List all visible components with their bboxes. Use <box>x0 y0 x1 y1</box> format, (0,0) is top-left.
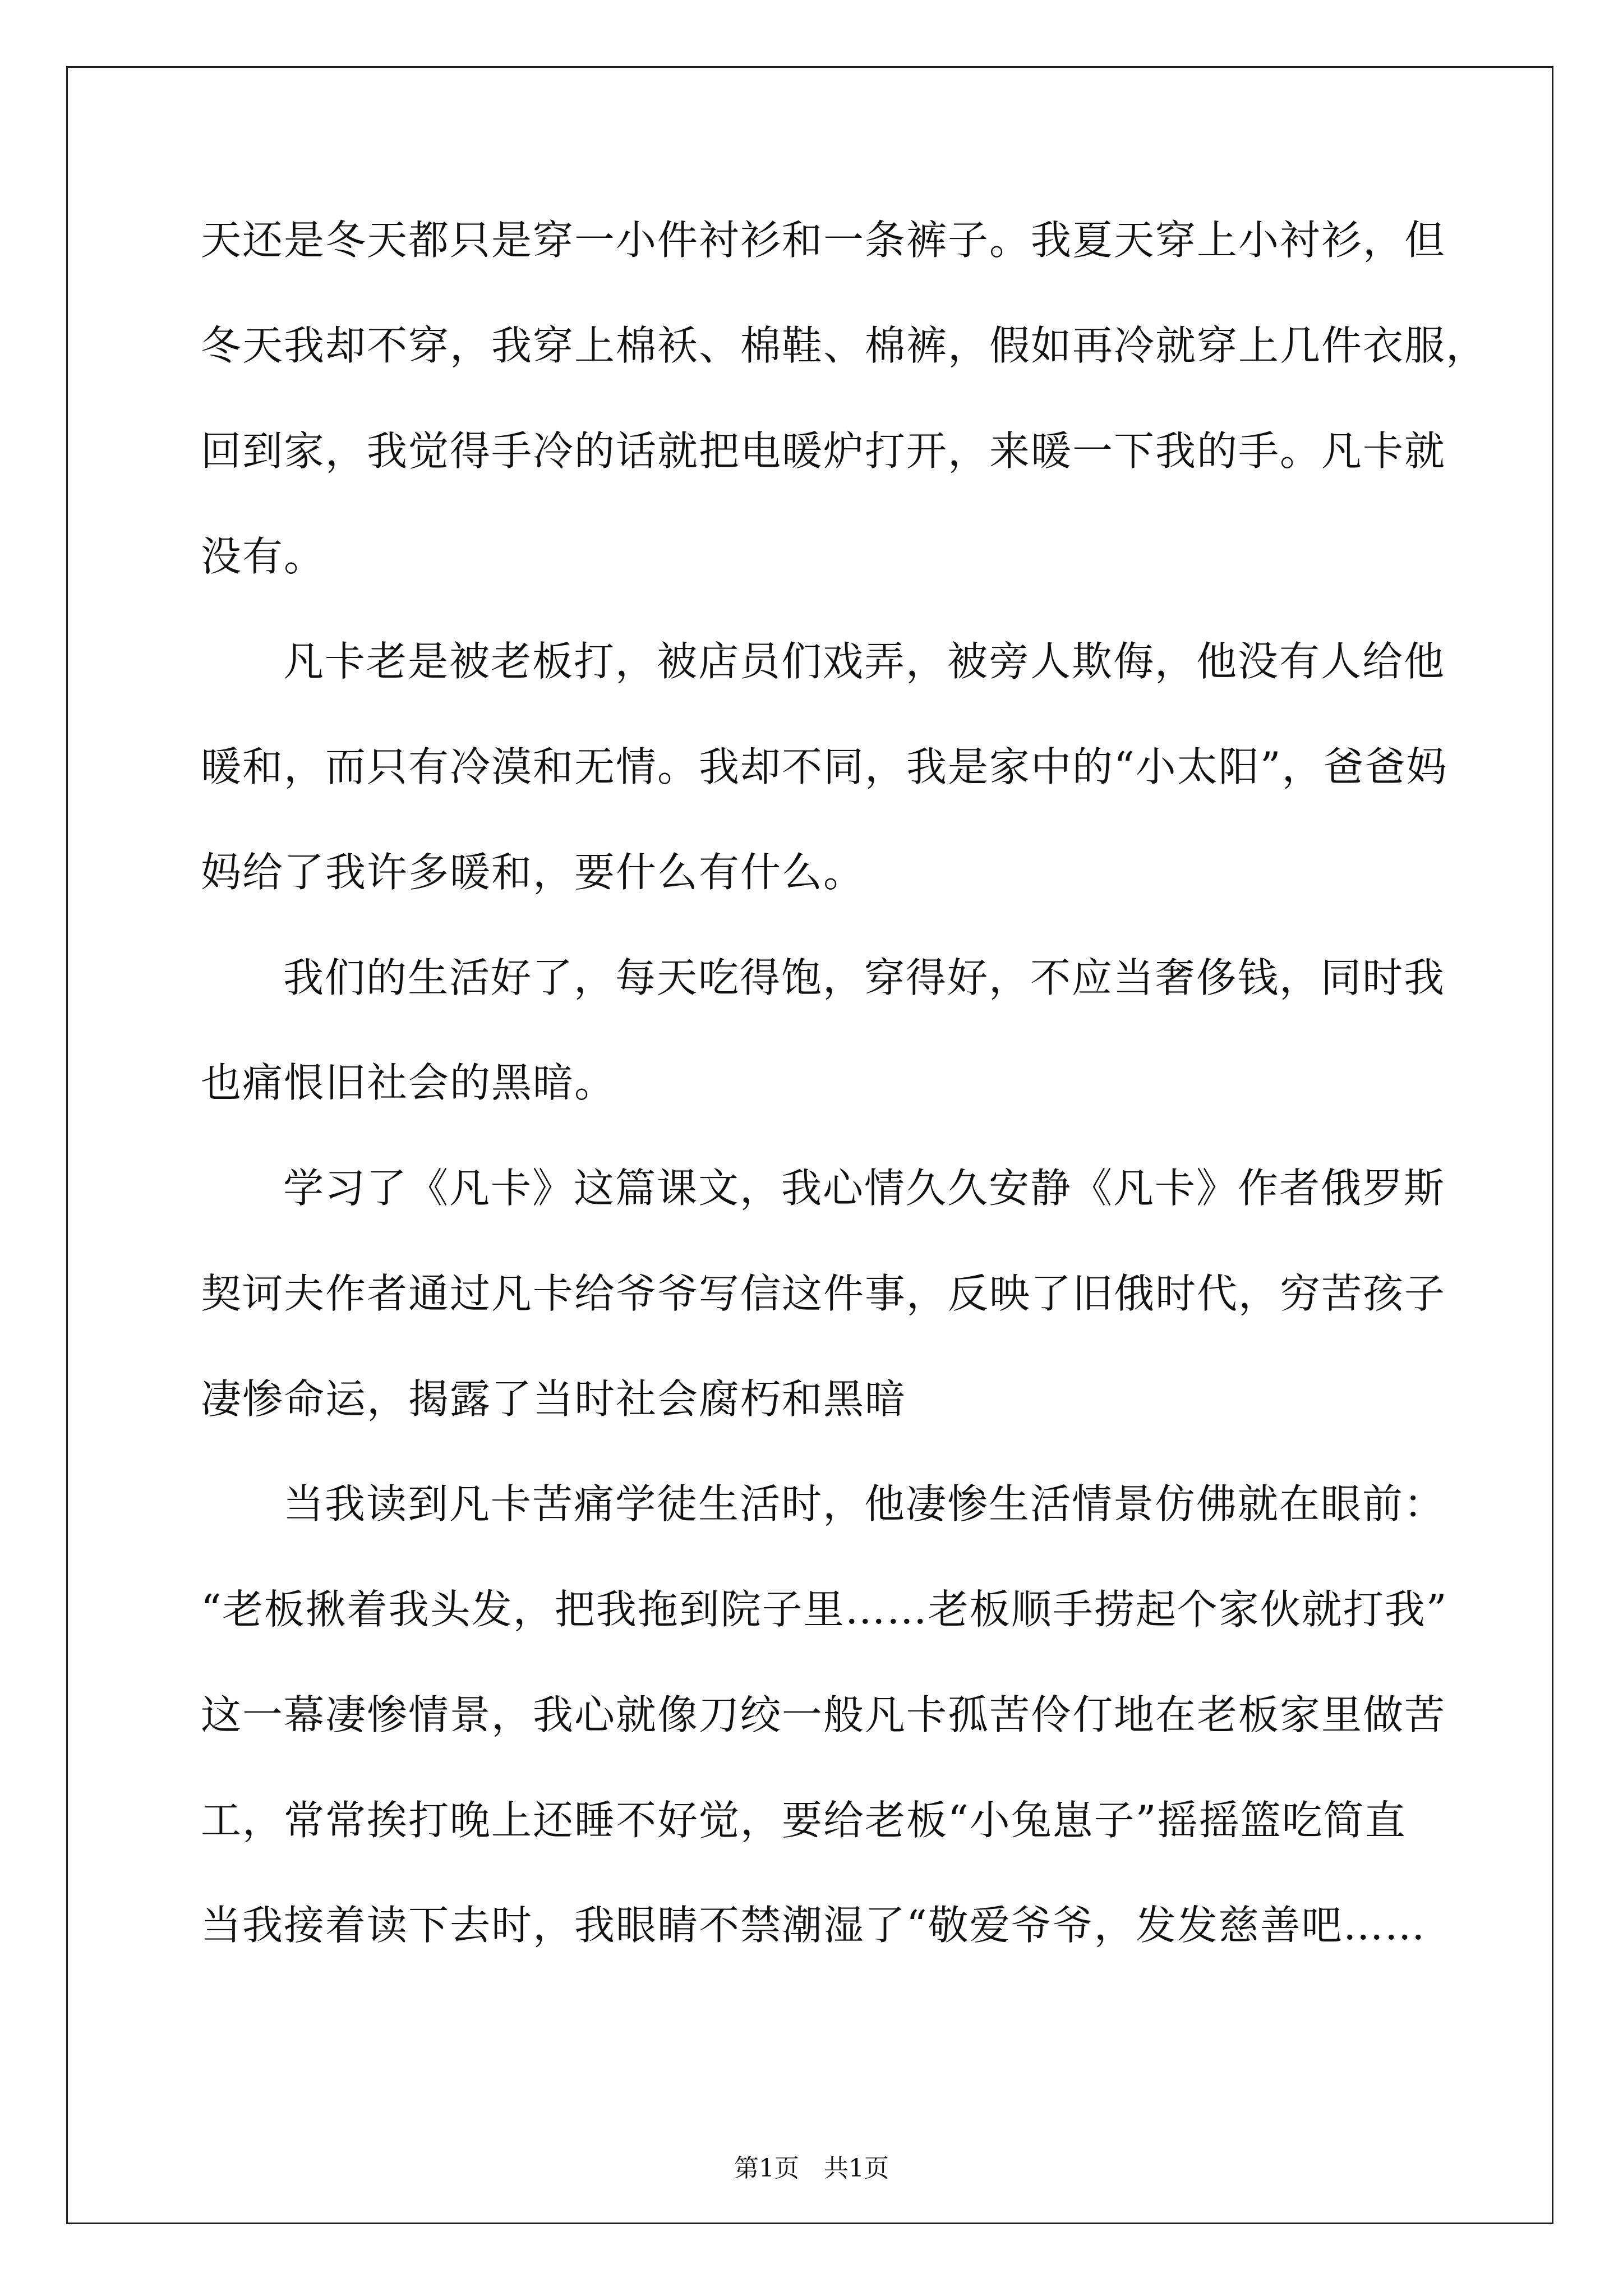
paragraph-start-line: 学习了《凡卡》这篇课文，我心情久久安静《凡卡》作者俄罗斯 <box>283 1165 1446 1212</box>
paragraph-start-line: 当我读到凡卡苦痛学徒生活时，他凄惨生活情景仿佛就在眼前： <box>283 1480 1446 1527</box>
text-line: 天还是冬天都只是穿一小件衬衫和一条裤子。我夏天穿上小衬衫，但 <box>201 217 1446 264</box>
paragraph-start-line: 我们的生活好了，每天吃得饱，穿得好，不应当奢侈钱，同时我 <box>283 954 1446 1001</box>
text-line: 回到家，我觉得手冷的话就把电暖炉打开，来暖一下我的手。凡卡就 <box>201 427 1446 475</box>
text-line: 当我接着读下去时，我眼睛不禁潮湿了“敬爱爷爷，发发慈善吧…… <box>201 1902 1426 1949</box>
page-border <box>66 66 1553 2224</box>
text-line: 这一幕凄惨情景，我心就像刀绞一般凡卡孤苦伶仃地在老板家里做苦 <box>201 1691 1446 1738</box>
page-number-footer: 第1页 共1页 <box>734 2154 889 2183</box>
text-line: 也痛恨旧社会的黑暗。 <box>201 1059 616 1106</box>
text-line: 契诃夫作者通过凡卡给爷爷写信这件事，反映了旧俄时代，穷苦孩子 <box>201 1270 1446 1317</box>
text-line: 冬天我却不穿，我穿上棉袄、棉鞋、棉裤，假如再冷就穿上几件衣服， <box>201 322 1488 369</box>
text-line: 暖和，而只有冷漠和无情。我却不同，我是家中的“小太阳”，爸爸妈 <box>201 743 1448 790</box>
text-line: 妈给了我许多暖和，要什么有什么。 <box>201 849 865 896</box>
text-line: 凄惨命运，揭露了当时社会腐朽和黑暗 <box>201 1375 907 1423</box>
text-line: 工，常常挨打晚上还睡不好觉，要给老板“小兔崽子”摇摇篮吃简直 <box>201 1797 1407 1844</box>
text-line: “老板揪着我头发，把我拖到院子里……老板顺手捞起个家伙就打我” <box>201 1586 1448 1633</box>
text-line: 没有。 <box>201 533 326 580</box>
paragraph-start-line: 凡卡老是被老板打，被店员们戏弄，被旁人欺侮，他没有人给他 <box>283 638 1446 685</box>
